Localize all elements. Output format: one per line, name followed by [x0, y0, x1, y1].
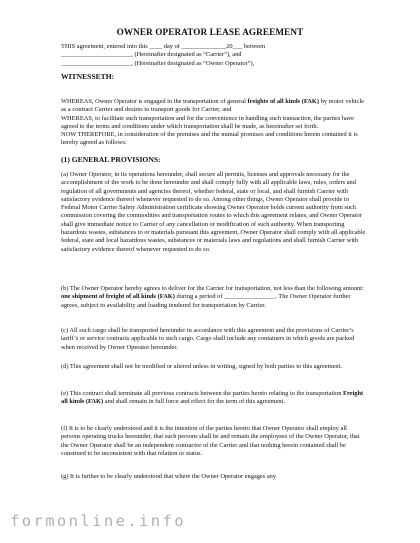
para-e: (e) This contract shall terminate all previous contracts between the parties hereto relating to the transportation Freight all kinds (FAK) and shall remain in full force and effect for the term of this agreement.: [61, 390, 364, 406]
document-title: OWNER OPERATOR LEASE AGREEMENT: [116, 27, 304, 37]
now-therefore: NOW THEREFORE, in consideration of the premises and the mutual promises and conditions herein contained it is hereby agreed as follows:: [61, 131, 358, 147]
intro-line-1: THIS agreement, entered into this ____ day of ______________20___ between: [61, 43, 266, 50]
para-f: (f) It is to be clearly understood and it is the intention of the parties hereto that Owner Operator shall employ all persons operating trucks hereunder, that such persons shall be and remain the employees of the Owner Operator, that the Owner Operator shall be an independent contractor of the Carrier and that nothing herein contained shall be construed to be inconsistent with that relation or status.: [61, 425, 360, 457]
para-c: (c) All such cargo shall be transported hereunder in accordance with this agreement and the provisions of Carrier’s tariff’s or service contracts applicable to such cargo. Cargo shall include any containers in which goods are packed when received by Owner Operator hereunder.: [61, 327, 355, 351]
whereas-1: WHEREAS, Owner Operator is engaged in the transportation of general freights of all kinds (FAK) by motor vehicle as a contract Carrier and desires to transport goods for Carrier, and: [61, 98, 364, 114]
para-b: (b) The Owner Operator hereby agrees to deliver for the Carrier for transportation, not less than the following amount: one shipment of freight of all kinds (FAK) during a period of ________________. The Owner Operator further agrees, subject to availability and loading tendered for transportation by Carrier.: [61, 285, 364, 309]
intro-line-2: ______________________, (Hereinafter designated as “Carrier”), and: [61, 51, 242, 59]
para-d: (d) This agreement shall not be modified or altered unless in writing, signed by both parties to this agreement.: [61, 363, 343, 370]
para-g: (g) It is further to be clearly understood that where the Owner Operator engages any: [61, 473, 277, 480]
section-1-heading: (1) GENERAL PROVISIONS:: [61, 155, 161, 164]
whereas-2: WHEREAS, to facilitate such transportation and for the convenience in handling such transaction, the parties have agreed to the terms and conditions under which transportation shall be made, as hereinafter set forth.: [61, 114, 354, 130]
intro-block: [61, 43, 366, 68]
watermark-text: formonline.info: [10, 512, 186, 530]
para-a: (a) Owner Operator, in its operations hereunder, shall secure all permits, licenses and approvals necessary for the accomplishment of the work to be done hereunder and shall comply fully with all applicable laws, rules, orders and regulation of all governments and agencies thereof, whether federal, state or local, and shall furnish Carrier with satisfactory evidence thereof whenever requested to do so. Among other things, Owner Operator shall provide to Federal Motor Carrier Safety Administration certificate showing Owner Operator holds current authority from such commission covering the commodities and transportation routes to which this agreement relates, and Owner Operator shall give immediate notice to Carrier of any cancellation or modification of such authority. When transporting hazardous wastes, substances to or materials pursuant this agreement, Owner Operator shall comply with all applicable federal, state and local hazardous wastes, substances or materials laws and regulations and shall furnish Carrier with satisfactory evidence thereof whenever requested to do so.: [61, 171, 366, 253]
recitals-block: [61, 98, 366, 148]
witnesseth-heading: WITNESSETH:: [61, 72, 115, 81]
intro-line-3: ______________________, (Hereinafter designated as “Owner Operator”),: [61, 59, 255, 67]
